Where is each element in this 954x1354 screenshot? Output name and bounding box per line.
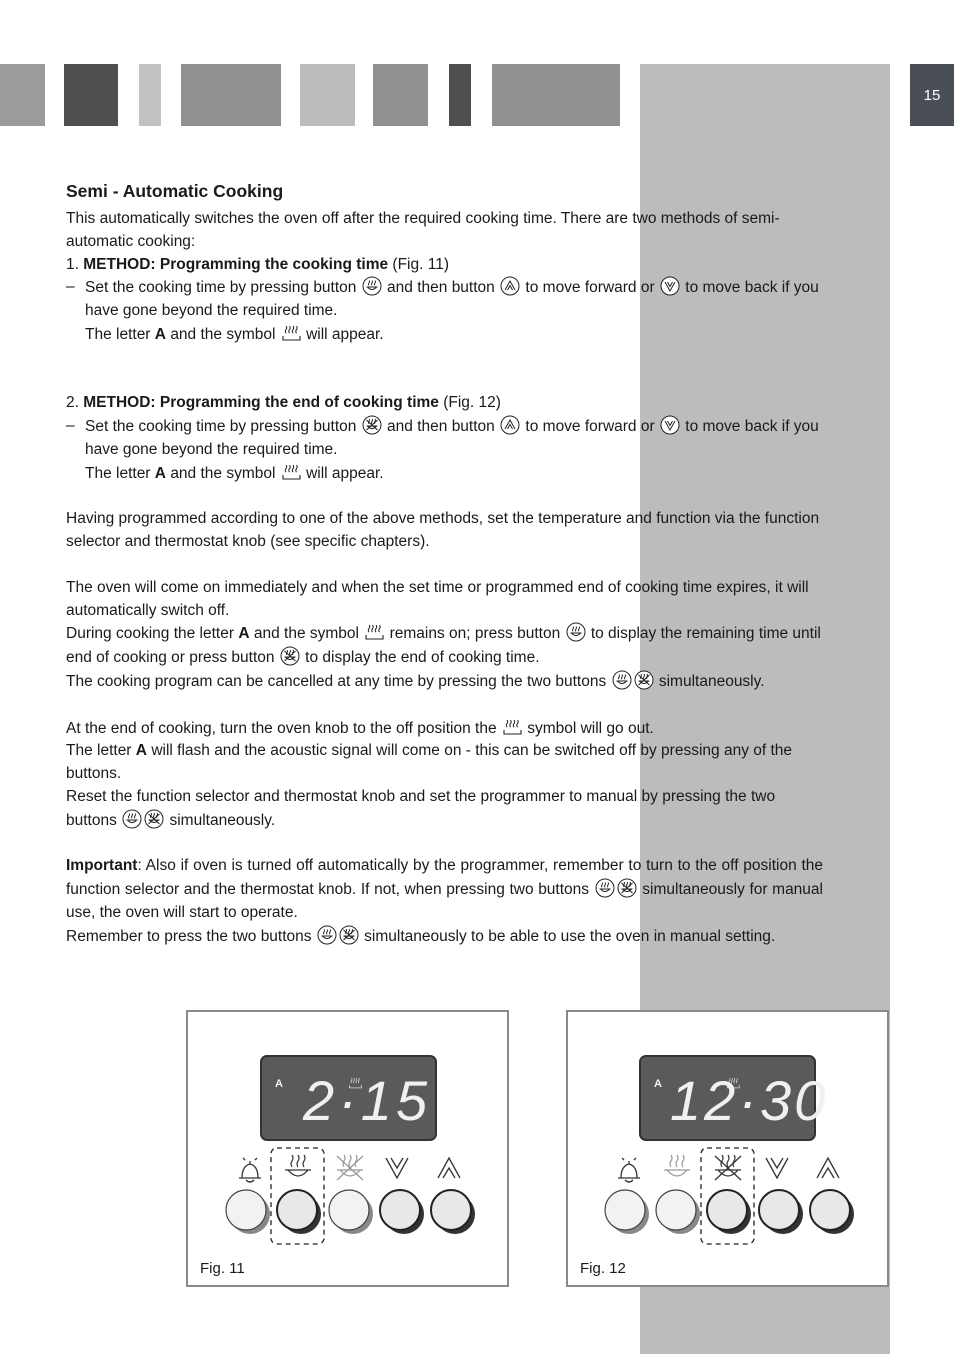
header-block	[181, 64, 281, 126]
down-button[interactable]	[380, 1190, 424, 1234]
letter-a: A	[238, 625, 250, 643]
cooking-time-button[interactable]	[656, 1190, 700, 1234]
up-arrow-icon	[500, 415, 520, 435]
text: simultaneously.	[169, 811, 276, 829]
display-time: 2·15	[303, 1069, 432, 1132]
up-button[interactable]	[810, 1190, 854, 1234]
important-paragraph	[66, 855, 823, 924]
text: Set the cooking time by pressing button	[85, 279, 357, 297]
oven-paragraph-2	[66, 622, 823, 670]
method2-heading	[66, 392, 823, 415]
text: Set the cooking time by pressing button	[85, 418, 357, 436]
end-cooking-button[interactable]	[707, 1190, 751, 1234]
text: The cooking program can be cancelled at any time by pressing the two buttons	[66, 672, 607, 690]
text: Remember to press the two buttons	[66, 927, 312, 945]
intro-paragraph: This automatically switches the oven off after the required cooking time. There are two methods of semi-automatic cooking:	[66, 210, 780, 250]
text: to display the remaining time until end of cooking or press button	[66, 625, 821, 667]
display-letter: A	[275, 1078, 283, 1090]
end-cooking-icon	[339, 925, 359, 945]
text: remains on; press button	[389, 625, 561, 643]
figure-label: Fig. 12	[580, 1260, 626, 1277]
header-block	[449, 64, 471, 126]
text: simultaneously to be able to use the oven in manual setting.	[364, 927, 776, 945]
end-cooking-icon	[144, 809, 164, 829]
text: will flash and the acoustic signal will come on - this can be switched off by pressing any of the buttons.	[66, 742, 793, 783]
header-block	[0, 64, 45, 126]
up-arrow-icon	[438, 1158, 460, 1178]
method1-number: 1.	[66, 255, 79, 273]
text: simultaneously.	[658, 672, 765, 690]
important-label: Important	[66, 857, 138, 875]
end-cooking-icon	[617, 878, 637, 898]
method1-title: METHOD: Programming the cooking time	[83, 255, 389, 273]
important-paragraph-2	[66, 925, 823, 949]
letter-a: A	[154, 464, 166, 482]
down-arrow-icon	[386, 1158, 408, 1178]
page-number: 15	[910, 64, 954, 126]
up-arrow-icon	[817, 1158, 839, 1178]
text: to display the end of cooking time.	[305, 649, 540, 667]
text: to move back if you have gone beyond the required time.	[85, 279, 819, 320]
end-paragraph-2	[66, 740, 823, 786]
end-cooking-icon	[715, 1155, 741, 1180]
method1-heading	[66, 254, 823, 277]
display-time: 12·30	[670, 1069, 829, 1132]
cooking-time-icon	[285, 1155, 311, 1176]
figure-label: Fig. 11	[200, 1260, 245, 1277]
header-block	[300, 64, 355, 126]
programmer-panel	[568, 1012, 891, 1289]
bell-button[interactable]	[226, 1190, 270, 1234]
method2-letter	[66, 462, 823, 486]
programmer-panel	[188, 1012, 511, 1289]
down-arrow-icon	[660, 415, 680, 435]
oven-symbol-icon	[281, 462, 301, 482]
cooking-time-icon	[612, 670, 632, 690]
text: and the symbol	[253, 625, 359, 643]
text: The letter	[85, 464, 151, 482]
bell-icon	[618, 1158, 640, 1182]
text: At the end of cooking, turn the oven knob to the off position the	[66, 719, 497, 737]
text: and then button	[387, 418, 495, 436]
cooking-time-icon	[362, 276, 382, 296]
figure-11	[186, 1010, 509, 1287]
method1-letter	[66, 323, 823, 347]
cooking-time-icon	[317, 925, 337, 945]
text: will appear.	[306, 325, 384, 343]
cooking-time-icon	[122, 809, 142, 829]
figure-12	[566, 1010, 889, 1287]
text: to move back if you have gone beyond the required time.	[85, 418, 819, 458]
text: and the symbol	[170, 464, 276, 482]
cooking-time-icon	[566, 622, 586, 642]
text: to move forward or	[525, 418, 655, 436]
down-arrow-icon	[766, 1158, 788, 1178]
cooking-time-button[interactable]	[277, 1190, 321, 1234]
header-block	[373, 64, 428, 126]
content	[66, 178, 823, 949]
cooking-time-icon	[664, 1155, 690, 1176]
end-cooking-icon	[337, 1155, 363, 1180]
text: Reset the function selector and thermostat knob and set the programmer to manual by pressing the two buttons	[66, 787, 776, 829]
end-paragraph-3	[66, 786, 823, 833]
header-block	[492, 64, 620, 126]
display-letter: A	[654, 1078, 662, 1090]
text: simultaneously for manual use, the oven will start to operate.	[66, 881, 823, 921]
down-button[interactable]	[759, 1190, 803, 1234]
up-arrow-icon	[500, 276, 520, 296]
up-button[interactable]	[431, 1190, 475, 1234]
method2-step	[66, 415, 823, 462]
down-arrow-icon	[660, 276, 680, 296]
text: and the symbol	[170, 325, 276, 343]
oven-symbol-icon	[364, 622, 384, 642]
text: symbol will go out.	[527, 719, 654, 737]
section-title: Semi - Automatic Cooking	[66, 181, 284, 201]
method2-title: METHOD: Programming the end of cooking time	[83, 394, 439, 412]
method1-step	[66, 276, 823, 323]
header-block	[139, 64, 161, 126]
oven-paragraph-1: The oven will come on immediately and when the set time or programmed end of cooking time expires, it will automatically switch off.	[66, 578, 809, 619]
bell-icon	[239, 1158, 261, 1182]
end-cooking-icon	[634, 670, 654, 690]
cooking-time-icon	[595, 878, 615, 898]
text: will appear.	[306, 464, 384, 482]
end-cooking-icon	[362, 415, 382, 435]
text: : Also if oven is turned off automatically by the programmer, remember to turn to the off position the function selector and the thermostat knob. If not, when pressing two buttons	[66, 857, 823, 899]
method2-ref: (Fig. 12)	[443, 394, 501, 412]
oven-symbol-icon	[281, 323, 301, 343]
method1-ref: (Fig. 11)	[392, 255, 449, 273]
end-paragraph-1	[66, 717, 823, 741]
bell-button[interactable]	[605, 1190, 649, 1234]
text: The letter	[66, 742, 132, 760]
text: and then button	[387, 279, 495, 297]
end-cooking-icon	[280, 646, 300, 666]
oven-symbol-icon	[502, 717, 522, 737]
letter-a: A	[135, 742, 147, 760]
oven-paragraph-3	[66, 670, 823, 694]
text: During cooking the letter	[66, 625, 235, 643]
header-block	[64, 64, 118, 126]
text: The letter	[85, 325, 151, 343]
end-cooking-button[interactable]	[329, 1190, 373, 1234]
text: to move forward or	[525, 279, 655, 297]
method2-number: 2.	[66, 394, 79, 412]
letter-a: A	[154, 325, 166, 343]
programmed-paragraph: Having programmed according to one of the above methods, set the temperature and function via the function selector and thermostat knob (see specific chapters).	[66, 510, 820, 551]
